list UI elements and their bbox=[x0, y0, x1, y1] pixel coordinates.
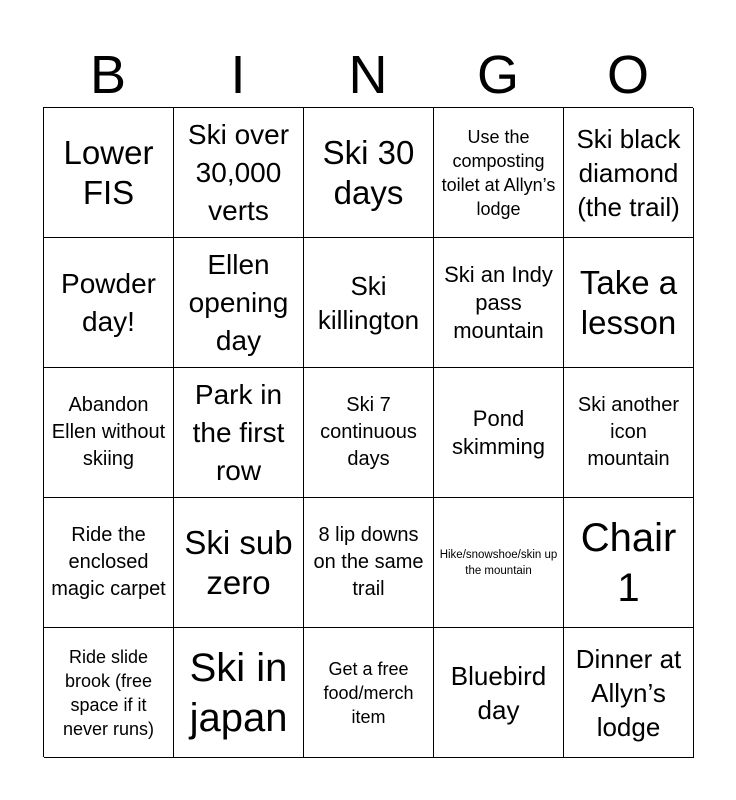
cell-text: 8 lip downs on the same trail bbox=[313, 524, 424, 600]
bingo-cell[interactable] bbox=[174, 368, 304, 498]
header-letter-b: B bbox=[89, 45, 127, 105]
cell-text: Ski over 30,000 verts bbox=[187, 118, 290, 226]
bingo-cell[interactable] bbox=[304, 238, 434, 368]
bingo-cell[interactable] bbox=[564, 498, 694, 628]
cell-text: Get a free food/merch item bbox=[323, 658, 414, 727]
bingo-cell[interactable] bbox=[174, 108, 304, 238]
header-letter-i: I bbox=[230, 45, 246, 105]
cell-text: Ski 7 continuous days bbox=[320, 394, 417, 470]
cell-text: Chair 1 bbox=[580, 515, 677, 610]
header-letter-n: N bbox=[348, 45, 388, 105]
bingo-cell[interactable] bbox=[434, 498, 564, 628]
cell-text: Ride the enclosed magic carpet bbox=[51, 524, 166, 600]
cell-text: Ski sub zero bbox=[184, 523, 293, 601]
cell-text: Powder day! bbox=[61, 267, 156, 337]
bingo-cell[interactable] bbox=[434, 238, 564, 368]
cell-text: Ski another icon mountain bbox=[577, 394, 680, 470]
bingo-header bbox=[43, 44, 693, 106]
cell-text: Ellen opening day bbox=[188, 248, 289, 356]
cell-text: Dinner at Allyn’s lodge bbox=[575, 643, 682, 742]
cell-text: Take a lesson bbox=[579, 263, 678, 341]
bingo-cell[interactable] bbox=[434, 628, 564, 758]
bingo-cell[interactable] bbox=[434, 368, 564, 498]
bingo-cell[interactable] bbox=[44, 498, 174, 628]
bingo-grid bbox=[43, 107, 693, 757]
bingo-cell[interactable] bbox=[174, 628, 304, 758]
cell-text: Pond skimming bbox=[452, 405, 545, 459]
cell-text: Use the composting toilet at Allyn’s lodge bbox=[441, 126, 556, 219]
cell-text: Lower FIS bbox=[63, 133, 154, 211]
bingo-cell[interactable] bbox=[304, 368, 434, 498]
bingo-cell[interactable] bbox=[44, 108, 174, 238]
bingo-cell[interactable] bbox=[564, 238, 694, 368]
bingo-cell[interactable] bbox=[564, 628, 694, 758]
bingo-cell[interactable] bbox=[304, 108, 434, 238]
bingo-cell[interactable] bbox=[174, 238, 304, 368]
cell-text: Ride slide brook (free space if it never runs) bbox=[62, 646, 155, 739]
bingo-cell[interactable] bbox=[564, 108, 694, 238]
bingo-cell[interactable] bbox=[304, 498, 434, 628]
bingo-cell[interactable] bbox=[304, 628, 434, 758]
cell-text: Ski an Indy pass mountain bbox=[444, 261, 553, 343]
cell-text: Ski killington bbox=[317, 270, 420, 335]
bingo-cell[interactable] bbox=[44, 238, 174, 368]
cell-text: Ski black diamond (the trail) bbox=[576, 123, 681, 222]
cell-text: Abandon Ellen without skiing bbox=[51, 394, 166, 470]
cell-text: Ski in japan bbox=[189, 645, 288, 740]
bingo-cell[interactable] bbox=[44, 368, 174, 498]
cell-text: Bluebird day bbox=[450, 660, 547, 725]
header-letter-o: O bbox=[606, 45, 649, 105]
cell-text: Hike/snowshoe/skin up the mountain bbox=[439, 548, 558, 577]
header-letter-g: G bbox=[476, 45, 519, 105]
cell-text: Ski 30 days bbox=[322, 133, 415, 211]
bingo-cell[interactable] bbox=[44, 628, 174, 758]
bingo-cell[interactable] bbox=[174, 498, 304, 628]
bingo-cell[interactable] bbox=[434, 108, 564, 238]
cell-text: Park in the first row bbox=[192, 378, 285, 486]
bingo-cell[interactable] bbox=[564, 368, 694, 498]
